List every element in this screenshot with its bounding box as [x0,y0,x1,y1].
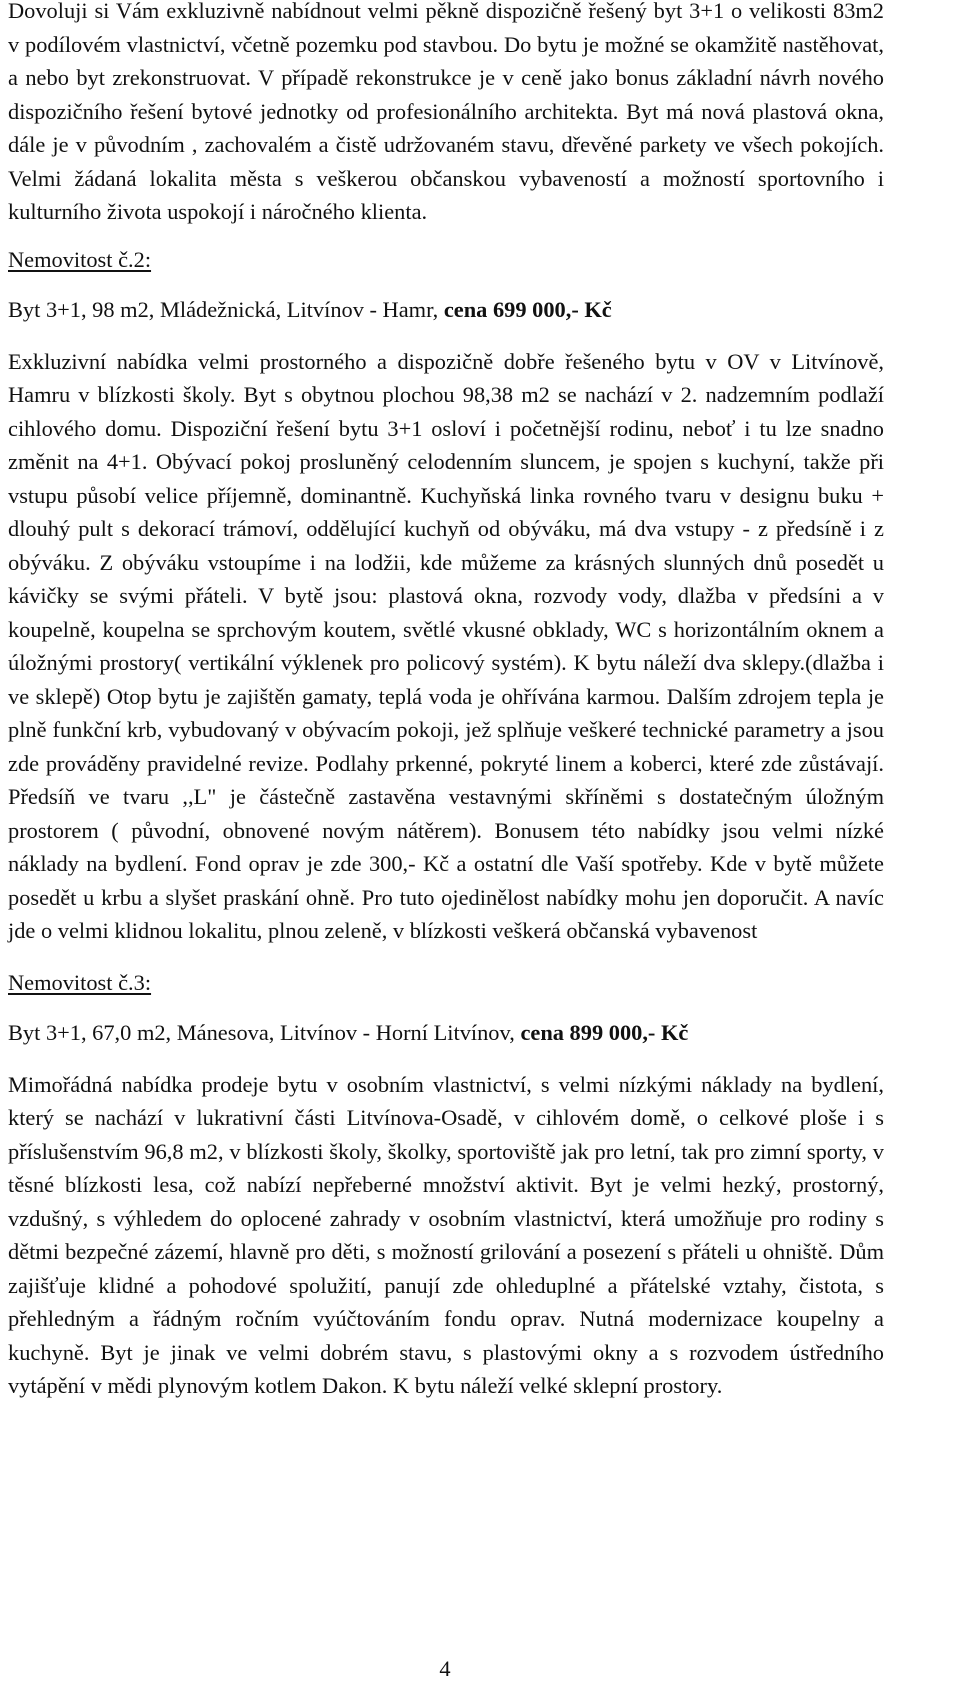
listing-price: cena 899 000,- Kč [520,1020,689,1045]
listing-title [8,293,884,327]
listing-heading: Nemovitost č.2: [8,246,152,272]
intro-paragraph: Dovoluji si Vám exkluzivně nabídnout velmi pěkně dispozičně řešený byt 3+1 o velikosti 83m2 v podílovém vlastnictví, včetně pozemku pod stavbou. Do bytu je možné se okamžitě nastěhovat, a nebo byt zrekonstruovat. V případě rekonstrukce je v ceně jako bonus základní návrh nového dispozičního řešení bytové jednotky od profesionálního architekta. Byt má nová plastová okna, dále je v původním , zachovalém a čistě udržovaném stavu, dřevěné parkety ve všech pokojích. Velmi žádaná lokalita města s veškerou občanskou vybaveností a možností sportovního i kulturního života uspokojí i náročného klienta. [8,0,884,224]
listing-price: cena 699 000,- Kč [443,297,612,322]
listing-title-text: Byt 3+1, 67,0 m2, Mánesova, Litvínov - Horní Litvínov, [8,1020,521,1045]
listing-title-text: Byt 3+1, 98 m2, Mládežnická, Litvínov - Hamr, [8,297,444,322]
listing-description: Mimořádná nabídka prodeje bytu v osobním vlastnictví, s velmi nízkými náklady na bydlení, který se nachází v lukrativní části Litvínova-Osadě, v cihlovém domě, o celkové ploše i s příslušenstvím 96,8 m2, v blízkosti školy, školky, sportoviště jak pro letní, tak pro zimní sporty, v těsné blízkosti lesa, což nabízí nepřeberné množství aktivit. Byt je velmi hezký, prostorný, vzdušný, s výhledem do oplocené zahrady v osobním vlastnictví, která umožňuje pro rodiny s dětmi bezpečné zázemí, hlavně pro děti, s možností grilování a posezení s přáteli u ohniště. Dům zajišťuje klidné a pohodové spolužití, panují zde ohleduplné a přátelské vztahy, čistota, s přehledným a řádným ročním vyúčtováním fondu oprav. Nutná modernizace koupelny a kuchyně. Byt je jinak ve velmi dobrém stavu, s plastovými okny a s rozvodem ústředního vytápění v mědi plynovým kotlem Dakon. K bytu náleží velké sklepní prostory. [8,1071,884,1398]
document-page [8,0,884,1403]
listing-description: Exkluzivní nabídka velmi prostorného a dispozičně dobře řešeného bytu v OV v Litvínově, Hamru v blízkosti školy. Byt s obytnou plochou 98,38 m2 se nachází v 2. nadzemním podlaží cihlového domu. Dispoziční řešení bytu 3+1 osloví i početnější rodinu, neboť i tu lze snadno změnit na 4+1. Obývací pokoj prosluněný celodenním sluncem, je spojen s kuchyní, takže při vstupu působí velice příjemně, dominantně. Kuchyňská linka rovného tvaru v designu buku + dlouhý pult s dekorací trámoví, oddělující kuchyň od obýváku, má dva vstupy - z předsíně i z obýváku. Z obýváku vstoupíme i na lodžii, kde můžeme za krásných slunných dnů posedět u kávičky se svými přáteli. V bytě jsou: plastová okna, rozvody vody, dlažba v předsíni a v koupelně, koupelna se sprchovým koutem, světlé vkusné obklady, WC s horizontálním oknem a úložnými prostory( vertikální výklenek pro policový systém). K bytu náleží dva sklepy.(dlažba i ve sklepě) Otop bytu je zajištěn gamaty, teplá voda je ohřívána karmou. Dalším zdrojem tepla je plně funkční krb, vybudovaný v obývacím pokoji, jež splňuje veškeré technické parametry a jsou zde prováděny pravidelné revize. Podlahy prkenné, pokryté linem a koberci, které zde zůstávají. Předsíň ve tvaru ,,L" je částečně zastavěna vestavnými skříněmi s dostatečným úložným prostorem ( původní, obnovené novým nátěrem). Bonusem této nabídky jsou velmi nízké náklady na bydlení. Fond oprav je zde 300,- Kč a ostatní dle Vaší spotřeby. Kde v bytě můžete posedět u krbu a slyšet praskání ohně. Pro tuto ojedinělost nabídky mohu jen doporučit. A navíc jde o velmi klidnou lokalitu, plnou zeleně, v blízkosti veškerá občanská vybavenost [8,348,884,943]
listing-heading: Nemovitost č.3: [8,969,152,995]
listing-title [8,1016,884,1050]
page-number: 4 [439,1656,451,1681]
